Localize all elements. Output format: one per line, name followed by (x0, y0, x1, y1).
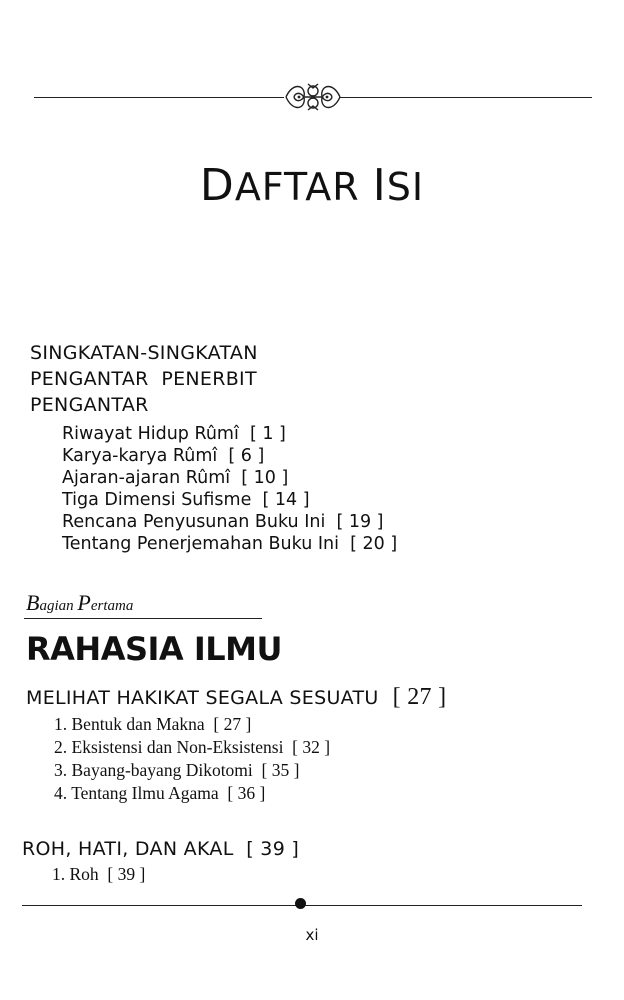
toc-entry-singkatan: SINGKATAN-SINGKATAN (30, 342, 258, 364)
item-text: Eksistensi dan Non-Eksistensi [ 32 ] (71, 737, 331, 757)
bullet-dot-icon (295, 898, 306, 909)
part-underline (24, 618, 262, 619)
ornament-icon (282, 80, 344, 114)
item-text: Bayang-bayang Dikotomi [ 35 ] (71, 760, 300, 780)
top-rule-right (340, 97, 592, 98)
item-number: 4. (54, 783, 68, 803)
item-number: 3. (54, 760, 68, 780)
toc-entry-pengantar-penerbit: PENGANTAR PENERBIT (30, 368, 257, 390)
toc-entry-pengantar: PENGANTAR (30, 394, 149, 416)
chapter-heading-2: ROH, HATI, DAN AKAL [ 39 ] (22, 838, 300, 860)
title-rest-1: AFTAR (234, 165, 360, 209)
item-number: 1. (54, 714, 68, 734)
part-label-rest-1: agian (39, 598, 74, 614)
title-cap-1: D (199, 160, 235, 211)
title-cap-2: I (372, 160, 387, 211)
part-title: RAHASIA ILMU (26, 630, 282, 668)
top-rule-left (34, 97, 284, 98)
toc-subentry: Rencana Penyusunan Buku Ini [ 19 ] (62, 512, 384, 532)
item-text: Tentang Ilmu Agama [ 36 ] (71, 783, 266, 803)
page-title (0, 160, 624, 211)
toc-subentry: Karya-karya Rûmî [ 6 ] (62, 446, 265, 466)
chapter-item (54, 737, 330, 758)
item-text: Bentuk dan Makna [ 27 ] (71, 714, 252, 734)
page-number: xi (305, 926, 319, 944)
title-rest-2: SI (386, 165, 425, 209)
part-label-rest-2: ertama (90, 598, 134, 614)
toc-subentry: Tentang Penerjemahan Buku Ini [ 20 ] (62, 534, 398, 554)
chapter-item (54, 760, 299, 781)
chapter-item (54, 714, 251, 735)
chapter-item (54, 783, 265, 804)
item-text: Roh [ 39 ] (69, 864, 146, 884)
toc-subentry: Ajaran-ajaran Rûmî [ 10 ] (62, 468, 289, 488)
part-label-initial-b: B (26, 590, 40, 615)
item-number: 1. (52, 864, 66, 884)
chapter-page-number: [ 27 ] (392, 684, 447, 710)
chapter-heading-text: MELIHAT HAKIKAT SEGALA SESUATU (26, 687, 379, 709)
part-label-initial-p: P (77, 590, 91, 615)
toc-subentry: Tiga Dimensi Sufisme [ 14 ] (62, 490, 310, 510)
chapter-item (52, 864, 145, 885)
toc-subentry: Riwayat Hidup Rûmî [ 1 ] (62, 424, 286, 444)
item-number: 2. (54, 737, 68, 757)
chapter-heading (26, 684, 446, 711)
part-label (26, 590, 133, 616)
